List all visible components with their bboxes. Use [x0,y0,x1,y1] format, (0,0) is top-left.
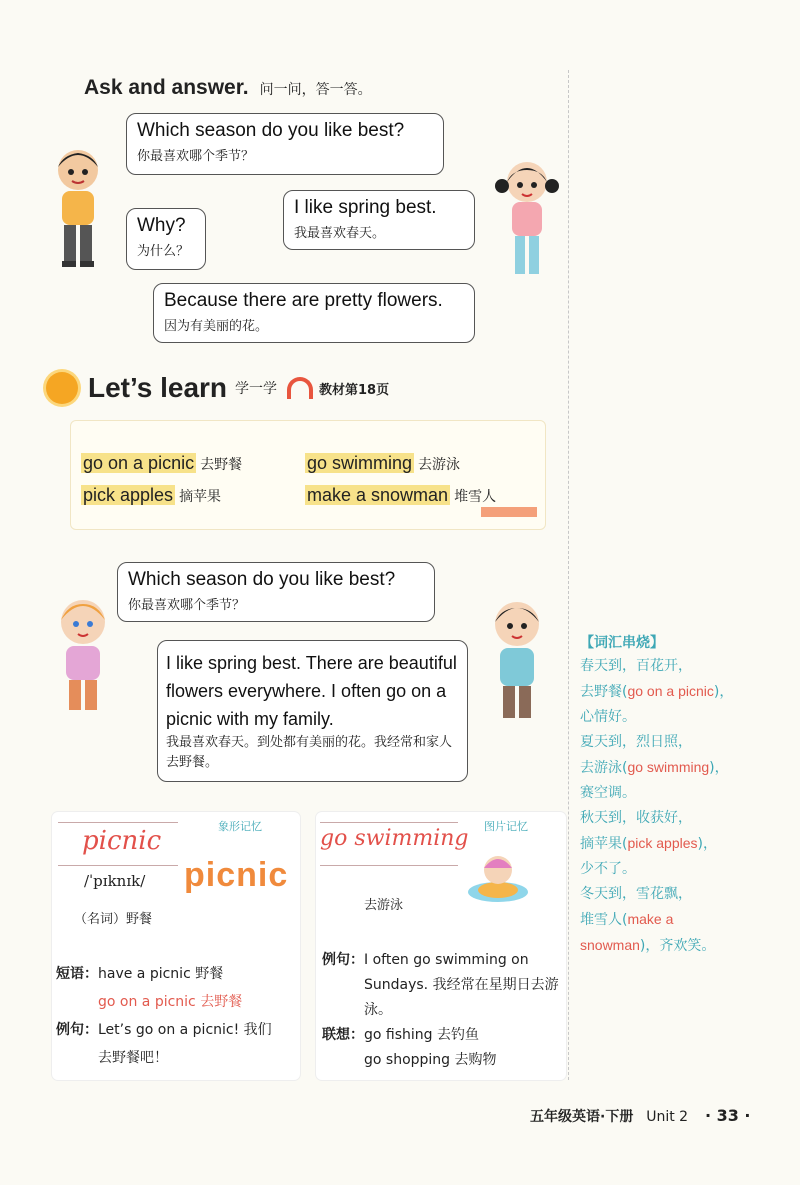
card-swimming-tag: 图片记忆 [484,820,528,833]
footer-book: 五年级英语·下册 [530,1109,634,1125]
card-picnic [52,812,300,1080]
card-swimming-meaning: 去游泳 [364,898,404,913]
card-picnic-tag: 象形记忆 [218,820,262,833]
section-title-learn [46,372,389,404]
card-swimming-word: go swimming [320,826,469,851]
card-swimming [316,812,566,1080]
sidebar-line: 去游泳(go swimming)， [580,759,729,776]
section-title-ask [84,76,372,100]
sidebar-line: 堆雪人(make a [580,911,674,928]
card-picnic-phrases: 短语：have a picnic 野餐 go on a picnic 去野餐 例句： Let’s go on a picnic! 我们去野餐吧！ [56,966,272,1066]
footer-unit: Unit 2 [646,1109,689,1125]
sun-badge-icon [46,372,78,404]
card-picnic-meaning: （名词）野餐 [74,912,153,927]
headphones-icon [287,377,313,399]
footer-page: · 33 · [704,1106,751,1125]
boy-character-3-icon [484,598,550,728]
swimmer-icon [464,846,532,908]
bubble-spring-long: I like spring best. There are beautiful flowers everywhere. I often go on a picnic with my family. 我最喜欢春天。到处都有美丽的花。我经常和家人去野餐。 [157,640,468,782]
vocab-box [70,420,546,530]
picnic-logo: picnic [184,856,289,894]
sidebar-line: 夏天到，烈日照， [580,734,692,750]
title-en: Ask and answer. [84,76,249,99]
sidebar-line: 去野餐(go on a picnic)， [580,683,734,700]
bubble-which-season-2: Which season do you like best? 你最喜欢哪个季节？ [117,562,435,622]
ribbon-decoration [481,507,537,517]
boy-character-2-icon [50,592,116,722]
learn-title-en: Let’s learn [88,372,228,403]
sidebar-line: 少不了。 [580,861,636,877]
sidebar-line: 赛空调。 [580,785,636,801]
card-picnic-word: picnic [82,826,162,856]
card-swimming-body: 例句： I often go swimming on Sundays. 我经常在星期日去游泳。 联想： go fishing 去钓鱼 go shopping 去购物 [322,952,559,1068]
title-zh: 问一问，答一答。 [259,82,372,98]
boy-character-icon [48,145,108,275]
sidebar-title: 【词汇串烧】 [580,635,664,651]
bubble-why: Why? 为什么？ [126,208,206,270]
bubble-spring: I like spring best. 我最喜欢春天。 [283,190,475,250]
learn-title-zh: 学一学 [235,381,278,397]
column-divider [568,70,569,1080]
sidebar-line: 心情好。 [580,709,636,725]
sidebar-vocab-chain [580,632,795,959]
vocab-item-picnic: go on a picnic 去野餐 [83,453,243,473]
bubble-because: Because there are pretty flowers. 因为有美丽的花。 [153,283,475,343]
page-footer [530,1106,751,1126]
bubble-which-season: Which season do you like best? 你最喜欢哪个季节？ [126,113,444,175]
vocab-item-snowman: make a snowman 堆雪人 [307,485,497,505]
sidebar-line: 摘苹果(pick apples)， [580,835,717,852]
textbook-ref: 教材第18页 [319,382,390,398]
sidebar-line: 冬天到，雪花飘， [580,886,692,902]
sidebar-line: 春天到，百花开， [580,658,692,674]
girl-character-icon [492,158,562,283]
vocab-item-apples: pick apples 摘苹果 [83,485,222,505]
card-picnic-phonetic: /ˈpɪknɪk/ [84,872,146,890]
vocab-item-swimming: go swimming 去游泳 [307,453,461,473]
sidebar-line: 秋天到，收获好， [580,810,692,826]
sidebar-line: snowman)，齐欢笑。 [580,937,716,954]
